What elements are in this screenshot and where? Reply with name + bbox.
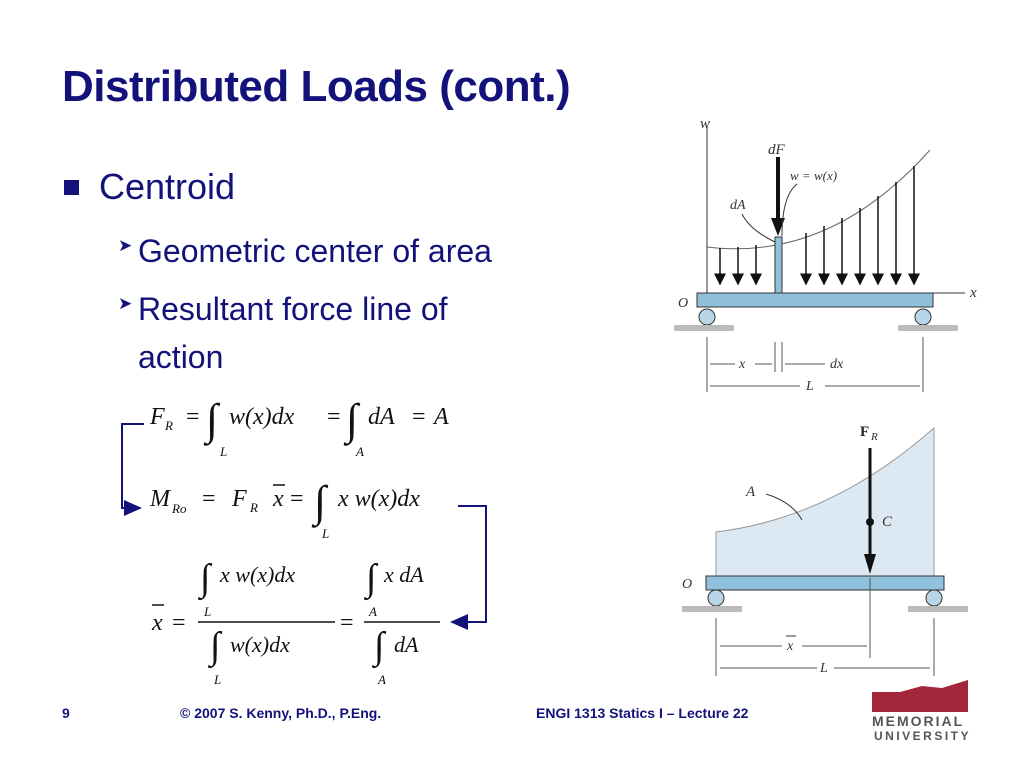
load-area [716, 428, 934, 576]
bullet-text: Centroid [99, 166, 236, 207]
page-number: 9 [62, 705, 70, 721]
right-roller [926, 590, 942, 606]
integral-icon: ∫ [314, 477, 327, 526]
eq-xbar: x [152, 610, 163, 636]
arrow-bullet-icon: ➤ [118, 294, 133, 313]
origin-label: O [678, 296, 689, 311]
connector-arrow [452, 506, 486, 622]
arrow-bullet-icon: ➤ [118, 236, 133, 255]
logo-word-university: UNIVERSITY [874, 729, 972, 743]
eq-symbol: F [232, 486, 247, 512]
dim-xbar-label: x [787, 639, 794, 654]
dim-x-label: x [739, 357, 746, 372]
eq-numerator: x dA [384, 562, 424, 587]
eq-limit: L [220, 444, 228, 459]
eq-denominator: dA [394, 632, 419, 657]
dA-strip [775, 237, 782, 293]
eq-integrand: w(x)dx [229, 404, 295, 430]
left-roller [708, 590, 724, 606]
eq-limit: L [204, 604, 212, 619]
equation-moment [149, 477, 420, 541]
eq-operator: = [412, 404, 426, 430]
eq-symbol: A [434, 404, 449, 430]
integral-icon: ∫ [206, 395, 219, 444]
eq-integrand: x w(x)dx [338, 486, 420, 512]
eq-subscript: Ro [172, 501, 187, 516]
integral-icon: ∫ [346, 395, 359, 444]
eq-denominator: w(x)dx [230, 632, 290, 657]
sub-bullet-text: Geometric center of area [138, 233, 492, 269]
FR-label: F [860, 424, 870, 440]
eq-operator: = [340, 610, 354, 636]
eq-symbol: F [150, 404, 165, 430]
origin-label: O [682, 577, 693, 592]
course-title: ENGI 1313 Statics I – Lecture 22 [536, 705, 749, 721]
eq-operator: = [172, 610, 186, 636]
left-roller [699, 309, 715, 325]
eq-operator: = [327, 404, 341, 430]
curve-leader [782, 184, 797, 236]
left-ground [682, 606, 742, 612]
slide-title: Distributed Loads (cont.) [62, 62, 571, 111]
centroid-label: C [882, 514, 893, 530]
left-ground [674, 325, 734, 331]
right-ground [908, 606, 968, 612]
figure-distributed-load [660, 112, 1000, 402]
eq-subscript: R [250, 500, 258, 515]
eq-limit: A [356, 444, 364, 459]
eq-numerator: x w(x)dx [220, 562, 296, 587]
square-bullet-icon [64, 180, 79, 195]
eq-subscript: R [165, 418, 173, 433]
equation-resultant-force [149, 395, 449, 459]
sub-bullet-1 [118, 227, 558, 275]
area-label: A [746, 484, 756, 500]
dim-L-label: L [820, 661, 828, 676]
dA-leader [742, 214, 775, 242]
eq-limit: A [378, 672, 386, 687]
eq-limit: L [214, 672, 222, 687]
logo-mark-icon [870, 676, 970, 712]
eq-limit: A [369, 604, 377, 619]
equation-centroid [151, 557, 440, 687]
curve-label: w = w(x) [790, 168, 838, 183]
eq-integrand: dA [368, 404, 395, 430]
beam [697, 293, 933, 307]
dA-label: dA [730, 198, 746, 213]
dim-L-label: L [806, 379, 814, 394]
eq-operator: = [202, 486, 216, 512]
beam [706, 576, 944, 590]
figure-resultant [672, 418, 1002, 680]
sub-bullet-text: Resultant force line of action [138, 291, 448, 375]
integral-icon: ∫ [200, 557, 211, 599]
right-roller [915, 309, 931, 325]
copyright: © 2007 S. Kenny, Ph.D., P.Eng. [180, 705, 382, 721]
FR-subscript: R [871, 431, 878, 443]
equations [110, 390, 500, 695]
integral-icon: ∫ [366, 557, 377, 599]
integral-icon: ∫ [374, 625, 385, 667]
sub-bullet-2 [118, 285, 538, 381]
memorial-logo [870, 676, 970, 746]
eq-xbar: x [273, 486, 284, 512]
load-arrows [720, 166, 914, 284]
eq-limit: L [322, 526, 330, 541]
centroid-point [866, 518, 874, 526]
integral-icon: ∫ [210, 625, 221, 667]
connector-arrow [122, 424, 144, 508]
eq-symbol: M [150, 486, 170, 512]
dF-label: dF [768, 142, 785, 158]
eq-operator: = [186, 404, 200, 430]
right-ground [898, 325, 958, 331]
bullet-centroid [64, 166, 235, 208]
x-axis-label: x [970, 285, 977, 301]
eq-operator: = [290, 486, 304, 512]
w-axis-label: w [700, 116, 711, 132]
logo-word-memorial: MEMORIAL [872, 713, 965, 729]
dim-dx-label: dx [830, 357, 844, 372]
